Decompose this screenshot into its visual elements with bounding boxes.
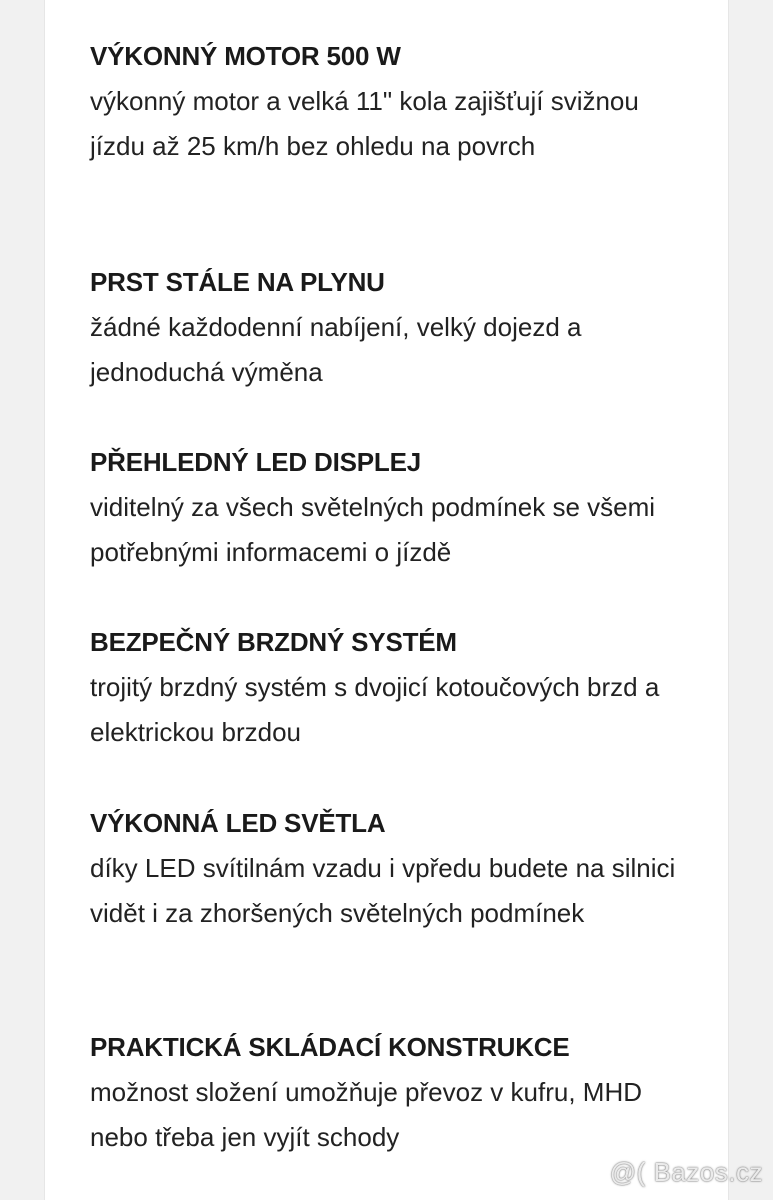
feature-title: BEZPEČNÝ BRZDNÝ SYSTÉM bbox=[90, 627, 457, 657]
content-card bbox=[44, 0, 729, 1200]
feature-description: možnost složení umožňuje převoz v kufru, MHD nebo třeba jen vyjít schody bbox=[90, 1077, 642, 1152]
feature-title: VÝKONNÝ MOTOR 500 W bbox=[90, 41, 401, 71]
feature-title: VÝKONNÁ LED SVĚTLA bbox=[90, 808, 386, 838]
feature-title: PŘEHLEDNÝ LED DISPLEJ bbox=[90, 447, 421, 477]
feature-block-motor bbox=[90, 33, 690, 169]
feature-block-brakes bbox=[90, 619, 690, 755]
feature-block-display bbox=[90, 439, 690, 575]
feature-description: výkonný motor a velká 11" kola zajišťují svižnou jízdu až 25 km/h bez ohledu na povrch bbox=[90, 86, 639, 161]
feature-block-folding bbox=[90, 1024, 690, 1160]
feature-description: díky LED svítilnám vzadu i vpředu budete na silnici vidět i za zhoršených světelných podmínek bbox=[90, 853, 676, 928]
feature-description: trojitý brzdný systém s dvojicí kotoučových brzd a elektrickou brzdou bbox=[90, 672, 660, 747]
feature-description: viditelný za všech světelných podmínek se všemi potřebnými informacemi o jízdě bbox=[90, 492, 656, 567]
feature-title: PRST STÁLE NA PLYNU bbox=[90, 267, 385, 297]
feature-title: PRAKTICKÁ SKLÁDACÍ KONSTRUKCE bbox=[90, 1032, 570, 1062]
bazos-watermark: @( Bazos.cz bbox=[609, 1157, 763, 1187]
feature-block-battery bbox=[90, 259, 690, 395]
feature-description: žádné každodenní nabíjení, velký dojezd a jednoduchá výměna bbox=[90, 312, 582, 387]
feature-block-lights bbox=[90, 800, 690, 936]
